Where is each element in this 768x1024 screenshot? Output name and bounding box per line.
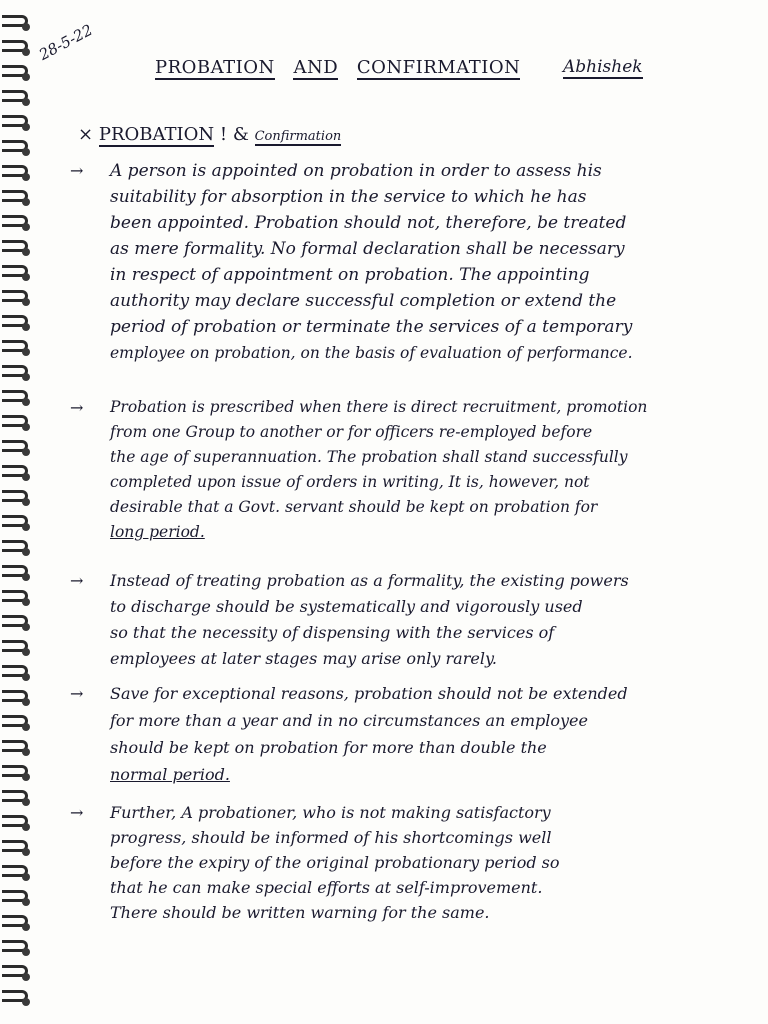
binding-hole [22,223,30,231]
binding-hole [22,248,30,256]
binding-hole [22,273,30,281]
para1-line: been appointed. Probation should not, therefore, be treated [110,213,627,233]
para5-line: There should be written warning for the same. [110,903,490,922]
binding-hole [22,648,30,656]
arrow-icon: → [70,161,84,180]
binding-hole [22,723,30,731]
arrow-icon: → [70,571,84,590]
para3-line: so that the necessity of dispensing with the services of [110,623,555,642]
section-separator: ! & [219,124,249,145]
para5-line: that he can make special efforts at self-improvement. [110,878,543,897]
binding-hole [22,98,30,106]
section-heading [78,124,341,145]
section-heading-confirmation: Confirmation [254,129,342,144]
title-word-and: AND [293,57,339,78]
para1-line: A person is appointed on probation in order to assess his [110,161,602,181]
paragraph-2 [70,395,740,545]
binding-hole [22,673,30,681]
binding-hole [22,523,30,531]
binding-hole [22,573,30,581]
para1-line: as mere formality. No formal declaration shall be necessary [110,239,625,259]
paragraph-5 [70,800,740,925]
binding-hole [22,298,30,306]
binding-hole [22,73,30,81]
para3-line: employees at later stages may arise only rarely. [110,649,497,668]
para4-line: Save for exceptional reasons, probation should not be extended [110,684,628,703]
paragraph-1 [70,158,740,366]
para3-line: Instead of treating probation as a formality, the existing powers [110,571,629,590]
binding-hole [22,323,30,331]
binding-hole [22,873,30,881]
binding-hole [22,473,30,481]
binding-hole [22,598,30,606]
para1-line: authority may declare successful completion or extend the [110,291,617,311]
para5-line: progress, should be informed of his shortcomings well [110,828,552,847]
binding-hole [22,848,30,856]
binding-hole [22,973,30,981]
para2-line: long period. [110,523,205,541]
binding-hole [22,898,30,906]
title-word-confirmation: CONFIRMATION [356,57,521,78]
author-name: Abhishek [563,57,643,77]
para4-line: should be kept on probation for more than double the [110,738,547,757]
arrow-icon: → [70,684,84,703]
binding-hole [22,398,30,406]
binding-hole [22,823,30,831]
para1-line: period of probation or terminate the services of a temporary [110,317,633,337]
para2-line: the age of superannuation. The probation shall stand successfully [110,448,628,466]
paragraph-4 [70,680,740,788]
binding-hole [22,773,30,781]
page-title [155,57,520,78]
para5-line: Further, A probationer, who is not making satisfactory [110,803,551,822]
binding-hole [22,23,30,31]
arrow-icon: → [70,803,84,822]
binding-hole [22,748,30,756]
para5-line: before the expiry of the original probationary period so [110,853,560,872]
binding-hole [22,373,30,381]
title-word-probation: PROBATION [155,57,275,78]
binding-hole [22,173,30,181]
binding-hole [22,623,30,631]
section-heading-probation: PROBATION [98,124,215,145]
binding-hole [22,498,30,506]
bullet-mark: × [78,124,94,145]
para1-line: suitability for absorption in the service to which he has [110,187,587,207]
binding-hole [22,948,30,956]
para1-line: in respect of appointment on probation. The appointing [110,265,590,285]
arrow-icon: → [70,398,84,417]
binding-hole [22,198,30,206]
binding-hole [22,423,30,431]
para4-line: normal period. [110,765,230,784]
binding-hole [22,48,30,56]
para2-line: completed upon issue of orders in writing, It is, however, not [110,473,590,491]
binding-hole [22,998,30,1006]
para2-line: Probation is prescribed when there is direct recruitment, promotion [110,398,648,416]
binding-hole [22,698,30,706]
binding-hole [22,148,30,156]
para2-line: from one Group to another or for officers re-employed before [110,423,593,441]
binding-hole [22,348,30,356]
binding-hole [22,548,30,556]
para1-line: employee on probation, on the basis of evaluation of performance. [110,344,633,362]
para2-line: desirable that a Govt. servant should be kept on probation for [110,498,598,516]
binding-hole [22,923,30,931]
para3-line: to discharge should be systematically and vigorously used [110,597,583,616]
date-note: 28-5-22 [36,20,96,64]
spiral-binding [0,10,40,1010]
binding-hole [22,798,30,806]
paragraph-3 [70,568,740,672]
para4-line: for more than a year and in no circumstances an employee [110,711,588,730]
binding-hole [22,123,30,131]
binding-hole [22,448,30,456]
